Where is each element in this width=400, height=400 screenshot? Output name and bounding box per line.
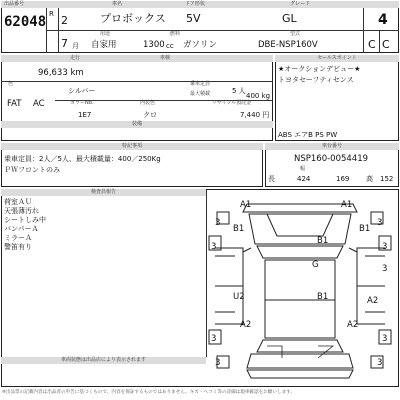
doors: 5V <box>186 12 201 25</box>
sales-point-2: トヨタセーフティセンス <box>278 76 354 84</box>
mark-left-quarter: A2 <box>240 320 252 330</box>
mark-rear-right-wheel: 3 <box>377 358 383 368</box>
month-label: 月 <box>72 42 79 50</box>
fuel: ガソリン <box>183 40 218 50</box>
equipment: ABS エアB PS PW <box>278 131 338 139</box>
price-label: リサイクル預託金 <box>212 100 252 106</box>
mark-left-rear-tire: 3 <box>211 334 217 344</box>
length-label: 長 <box>268 175 275 183</box>
lot-label: 出品番号 <box>4 1 25 7</box>
width-value: 169 <box>336 175 350 183</box>
car-name-label: 車名 <box>112 1 123 7</box>
air-conditioner: AC <box>33 99 45 109</box>
lot-number: 62048 <box>4 14 47 30</box>
mark-right-rear-door: A2 <box>367 296 379 306</box>
interior-score: C <box>368 38 376 51</box>
use: 自家用 <box>91 40 117 50</box>
height-value: 152 <box>380 175 394 183</box>
length-value: 424 <box>297 175 311 183</box>
mark-left-fender: B1 <box>233 224 245 234</box>
mark-rear-left-wheel: 3 <box>215 358 221 368</box>
height-label: 高 <box>366 175 373 183</box>
mark-right-quarter: A2 <box>347 320 359 330</box>
inspector-line-4: バンパーＡ <box>4 225 39 233</box>
sales-points-title: セールスポイント <box>275 55 399 62</box>
chassis-title: 車台番号 <box>265 143 399 150</box>
displacement-unit: cc <box>166 42 174 50</box>
inspector-line-6: 警笛有り <box>4 243 32 251</box>
color-number: 1E7 <box>78 111 92 119</box>
mark-windshield: G <box>312 260 319 270</box>
shaken-label: 車検 <box>160 55 171 61</box>
note-line-2: ＰＷフロントのみ <box>4 166 60 174</box>
sales-point-1: ★オークションデビュー★ <box>278 65 361 73</box>
grade: GL <box>282 12 297 25</box>
options-label: 装備 <box>1 121 273 128</box>
footer-disclaimer: ※出品票の記載内容は出品者の申告に基づくもので、内容を保証するものではありません。キズ・ヘコミ等の詳細は現車確認をお願いします。 <box>2 390 295 395</box>
mark-front-right: A1 <box>341 200 353 210</box>
use-label: 用途 <box>100 31 111 37</box>
exterior-score: C <box>382 38 390 51</box>
seller-label: 車両状態は出品店により表示されます <box>1 357 206 364</box>
fuel-label: 燃料 <box>170 31 181 37</box>
interior-label: 内装色 <box>140 100 156 106</box>
mark-front-bumper: A1 <box>240 200 252 210</box>
transmission: FAT <box>7 99 22 109</box>
overall-score: 4 <box>378 12 388 28</box>
color-no-label: カラーNo. <box>70 100 94 106</box>
notes-title: 特記事項 <box>1 143 263 150</box>
mark-hood: B1 <box>317 236 329 246</box>
inspector-title: 検査員報告 <box>1 189 206 196</box>
seats-label: 乗車定員 <box>190 81 211 87</box>
color-label: 色 <box>8 81 14 87</box>
model-label: 型式 <box>290 31 301 37</box>
max-load: 400 kg <box>246 92 271 100</box>
dimension-note: 幅 <box>300 166 306 172</box>
chassis-number: NSP160-0054419 <box>294 154 369 164</box>
car-name: プロボックス <box>100 12 166 25</box>
interior-color: クロ <box>143 111 157 119</box>
mileage: 96,633 km <box>38 68 84 78</box>
year-number: 2 <box>61 14 68 27</box>
load-label: 最大積載 <box>190 91 211 97</box>
mark-right-front-tire: 3 <box>382 242 388 252</box>
doors-label: ドア形状 <box>185 1 205 7</box>
mark-right-rear-tire: 3 <box>382 334 388 344</box>
mark-left-rear-door: U2 <box>233 292 245 302</box>
mark-front-right-wheel: 3 <box>377 218 383 228</box>
year-era: R <box>49 10 54 18</box>
mark-front-left-wheel: 3 <box>215 218 221 228</box>
mark-right-fender: B1 <box>359 224 371 234</box>
inspector-line-2: 天張薄汚れ <box>4 207 39 215</box>
body-color: シルバー <box>68 87 96 95</box>
mark-roof: B1 <box>317 292 329 302</box>
displacement: 1300 <box>143 40 165 50</box>
month-number: 7 <box>61 37 68 50</box>
note-line-1: 乗車定員：2人／5人、最大積載量：400／250Kg <box>4 155 161 163</box>
mark-right-door: 3 <box>382 264 388 274</box>
inspector-line-1: 荷室ＡＵ <box>4 198 32 206</box>
seats: 5 人 <box>232 87 246 95</box>
inspector-line-5: ミラーＡ <box>4 234 32 242</box>
recycle-fee: 7,440 円 <box>240 111 270 119</box>
mileage-label: 走行 <box>70 55 81 61</box>
inspector-line-3: シートしみ中 <box>4 216 46 224</box>
model-code: DBE-NSP160V <box>258 40 318 50</box>
grade-label: グレード <box>290 1 311 7</box>
mark-left-front-tire: 3 <box>211 242 217 252</box>
car-diagram <box>207 196 393 386</box>
